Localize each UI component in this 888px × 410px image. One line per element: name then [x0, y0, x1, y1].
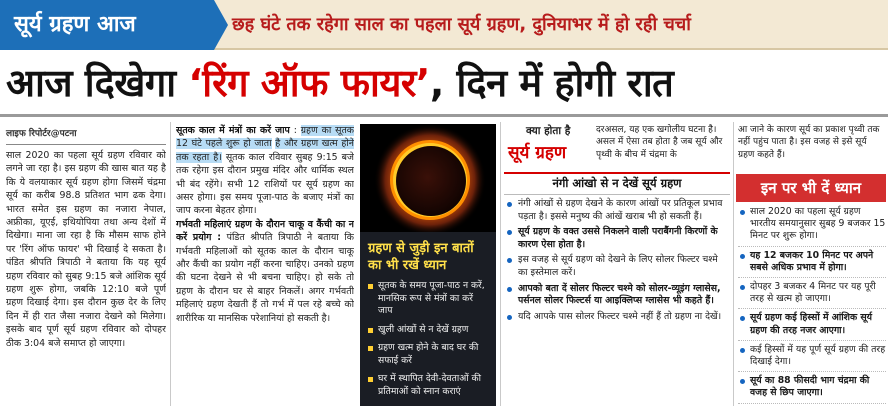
list-item: कई हिस्सों में यह पूर्ण सूर्य ग्रहण की तरह दिखाई देगा। — [738, 344, 886, 372]
list-item: यदि आपके पास सोलर फिल्टर चश्मे नहीं हैं तो ग्रहण ना देखें। — [504, 311, 730, 324]
list-item: इस वजह से सूर्य ग्रहण को देखने के लिए सोलर फिल्टर चश्मे का इस्तेमाल करें। — [504, 254, 730, 279]
list-item: साल 2020 का पहला सूर्य ग्रहण भारतीय समयानुसार सुबह 9 बजकर 15 मिनट पर शुरू होगा। — [738, 206, 886, 247]
paragraph: सूतक काल रविवार सुबह 9:15 बजे तक रहेगा इस दौरान प्रमुख मंदिर और धार्मिक स्थल भी बंद रहेंगे। सभी 12 राशियों पर सूर्य ग्रहण का असर होगा। इस समय पूजा-पाठ के बजाए मंत्रों का जाप करना बेहतर होगा। — [176, 151, 354, 217]
column-divider — [733, 122, 734, 406]
kya-continued-text: आ जाने के कारण सूर्य का प्रकाश पृथ्वी तक नहीं पहुंच पाता है। इस वजह से इसे सूर्य ग्रहण कहते हैं। — [738, 125, 880, 160]
list-item: खुली आंखों से न देखें ग्रहण — [368, 324, 490, 337]
column-divider — [170, 122, 171, 406]
subhead-sutak: सूतक काल में मंत्रों का करें जाप — [176, 125, 290, 136]
naked-eye-title: नंगी आंखो से न देखें सूर्य ग्रहण — [552, 176, 682, 190]
list-item: दोपहर 3 बजकर 4 मिनट पर यह पूरी तरह से खत्म हो जाएगा। — [738, 281, 886, 309]
kya-title: सूर्य ग्रहण — [508, 143, 567, 163]
kya-text: दरअसल, यह एक खगोलीय घटना है। असल में ऐसा तब होता है जब सूर्य और पृथ्वी के बीच में चंद्रमा के — [596, 125, 723, 160]
ring-of-fire-graphic — [360, 124, 496, 232]
headline-highlight: ‘रिंग ऑफ फायर’ — [188, 61, 430, 105]
tips-box — [360, 232, 496, 406]
list-item: सूतक के समय पूजा-पाठ न करें, मानसिक रूप से मंत्रों का करें जाप — [368, 280, 490, 318]
list-item: घर में स्थापित देवी-देवताओं की प्रतिमाओं को स्नान कराएं — [368, 373, 490, 398]
highlighted-text: ग्रहण का सूतक 12 घंटे पहले शुरू हो जाता — [176, 125, 354, 150]
section-tag: सूर्य ग्रहण आज — [0, 0, 214, 50]
list-item: सूर्य ग्रहण के वक्त उससे निकलने वाली पराबैंगनी किरणों के कारण ऐसा होता है। — [504, 226, 730, 251]
list-item: सूर्य ग्रहण कई हिस्सों में आंशिक सूर्य ग्रहण की तरह नजर आएगा। — [738, 312, 886, 340]
list-item: नंगी आंखों से ग्रहण देखने के कारण आंखों पर प्रतिकूल प्रभाव पड़ता है। इससे मनुष्य की आंखें खराब भी हो सकती हैं। — [504, 198, 730, 223]
strapline: छह घंटे तक रहेगा साल का पहला सूर्य ग्रहण, दुनियाभर में हो रही चर्चा — [232, 14, 691, 35]
list-item: सूर्य का 88 फीसदी भाग चंद्रमा की वजह से छिप जाएगा। — [738, 375, 886, 403]
list-item: यह 12 बजकर 10 मिनट पर अपने सबसे अधिक प्रभाव में होगा। — [738, 250, 886, 278]
highlighted-text: है और ग्रहण खत्म होने तक रहता है। — [176, 138, 354, 163]
subhead-pregnant: गर्भवती महिलाएं ग्रहण के दौरान चाकू व कैंची का न करें प्रयोग : — [176, 218, 354, 244]
naked-eye-list — [504, 198, 730, 326]
section-rule — [504, 172, 730, 174]
paragraph: पंडित श्रीपति त्रिपाठी ने बताया कि गर्भवती महिलाओं को सूतक काल के दौरान चाकू और कैंची का प्रयोग नहीं करना चाहिए। उनको ग्रहण की घटना देखने से भी बचना चाहिए। हो सके तो ग्रहण के दौरान घर से बाहर निकलें। अगर गर्भवती महिलाएं ग्रहण देखती हैं तो गर्भ में पल रहे बच्चे को शारीरिक या मानसिक परेशानियां हो सकती है। — [176, 232, 354, 324]
section-rule — [504, 194, 730, 195]
colon: : — [289, 125, 301, 136]
column-divider — [500, 122, 501, 406]
list-item: आपको बता दें सोलर फिल्टर चश्मे को सोलर-व्यूइंग ग्लासेस, पर्सनल सोलर फिल्टर्स या आइक्लिप्स ग्लासेस भी कहते हैं। — [504, 283, 730, 308]
headline-rule — [0, 114, 888, 117]
byline: लाइफ रिपोर्टर@पटना — [6, 129, 77, 139]
headline-part-1: आज दिखेगा — [6, 61, 189, 105]
attention-list — [738, 206, 886, 407]
tips-box-title: ग्रहण से जुड़ी इन बातों का भी रखें ध्यान — [368, 241, 474, 273]
eclipse-photo — [360, 124, 496, 232]
attention-title: इन पर भी दें ध्यान — [736, 174, 886, 202]
kya-label: क्या होता है — [526, 125, 571, 137]
list-item: ग्रहण खत्म होने के बाद घर की सफाई करें — [368, 342, 490, 367]
headline-part-3: , दिन में होगी रात — [429, 61, 674, 105]
article-column-2 — [176, 124, 354, 406]
page-headline — [0, 56, 888, 110]
article-column-1: साल 2020 का पहला सूर्य ग्रहण रविवार को लगने जा रहा है। इस ग्रहण की खास बात यह है कि ये वलयाकार सूर्य ग्रहण होगा जिसमें चंद्रमा सूर्य का करीब 98.8 प्रतिशत भाग ढक देगा। भारत समेत इस ग्रहण का नजारा नेपाल, अफ्रीका, यूएई, इथियोपिया तथा अन्य देशों में दिखेगा। माना जा रहा है कि मौसम साफ होने पर 'रिंग ऑफ फायर' भी दिखाई दे सकता है। पंडित श्रीपति त्रिपाठी ने बताया कि यह सूर्य ग्रहण रविवार को सुबह 9:15 बजे आंशिक सूर्य ग्रहण शुरू होगा, जबकि 12:10 बजे पूर्ण ग्रहण दिखाई देगा। इस दौरान कुछ देर के लिए दिन में ही रात जैसा नजारा देखने को मिलेगा। इसके बाद पूर्ण सूर्य ग्रहण रविवार को दोपहर ठीक 3:04 बजे समाप्त हो जाएगा। — [6, 144, 166, 406]
